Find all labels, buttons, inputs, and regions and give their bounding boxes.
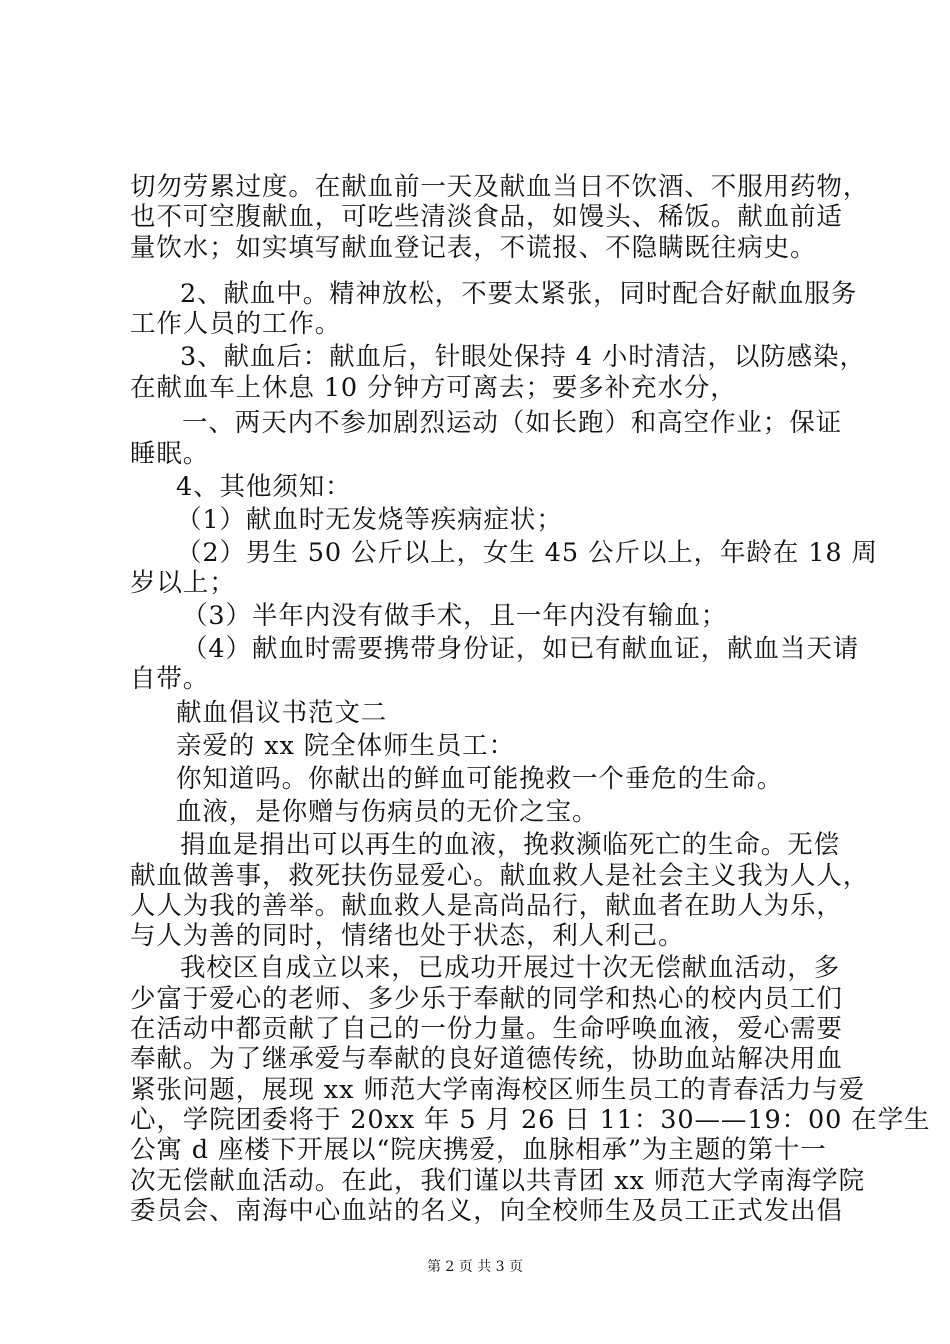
text-line: （4）献血时需要携带身份证，如已有献血证，献血当天请 xyxy=(182,634,860,665)
page-footer: 第 2 页 共 3 页 xyxy=(426,1259,524,1275)
text-line: （2）男生 50 公斤以上，女生 45 公斤以上，年龄在 18 周 xyxy=(176,537,878,568)
text-line: 岁以上； xyxy=(130,568,236,599)
text-line: 紧张问题，展现 xx 师范大学南海校区师生员工的青春活力与爱 xyxy=(130,1074,865,1105)
text-line: 次无偿献血活动。在此，我们谨以共青团 xx 师范大学南海学院 xyxy=(130,1165,865,1196)
section-heading: 献血倡议书范文二 xyxy=(176,698,388,729)
text-line: 人人为我的善举。献血救人是高尚品行，献血者在助人为乐， xyxy=(130,890,843,921)
text-line: 委员会、南海中心血站的名义，向全校师生及员工正式发出倡 xyxy=(130,1196,843,1226)
text-line: 3、献血后：献血后，针眼处保持 4 小时清洁，以防感染， xyxy=(180,342,866,373)
text-line: 献血做善事，救死扶伤显爱心。献血救人是社会主义我为人人， xyxy=(130,860,870,891)
text-line: （1）献血时无发烧等疾病症状； xyxy=(176,504,563,535)
text-line: 工作人员的工作。 xyxy=(130,309,342,340)
text-line: 血液，是你赠与伤病员的无价之宝。 xyxy=(176,797,599,828)
text-line: 也不可空腹献血，可吃些清淡食品，如馒头、稀饭。献血前适 xyxy=(130,202,843,233)
text-line: 捐血是捐出可以再生的血液，挽救濒临死亡的生命。无偿 xyxy=(180,830,841,861)
text-line: 我校区自成立以来，已成功开展过十次无偿献血活动，多 xyxy=(180,953,841,984)
text-line: 公寓 d 座楼下开展以“院庆携爱，血脉相承”为主题的第十一 xyxy=(130,1135,827,1166)
text-line: 少富于爱心的老师、多少乐于奉献的同学和热心的校内员工们 xyxy=(130,983,843,1014)
text-line: 在活动中都贡献了自己的一份力量。生命呼唤血液，爱心需要 xyxy=(130,1014,843,1045)
text-line: 你知道吗。你献出的鲜血可能挽救一个垂危的生命。 xyxy=(176,764,784,795)
text-line: 睡眠。 xyxy=(130,438,210,469)
text-line: 与人为善的同时，情绪也处于状态，利人利己。 xyxy=(130,921,685,952)
text-line: 在献血车上休息 10 分钟方可离去；要多补充水分， xyxy=(130,372,737,403)
text-line: 切勿劳累过度。在献血前一天及献血当日不饮酒、不服用药物， xyxy=(130,172,870,202)
text-line: 心，学院团委将于 20xx 年 5 月 26 日 11：30——19：00 在学生 xyxy=(130,1105,931,1136)
text-line: 量饮水；如实填写献血登记表，不谎报、不隐瞒既往病史。 xyxy=(130,232,817,263)
text-line: 2、献血中。精神放松，不要太紧张，同时配合好献血服务 xyxy=(180,279,858,310)
text-line: 一、两天内不参加剧烈运动（如长跑）和高空作业；保证 xyxy=(182,408,843,439)
text-line: （3）半年内没有做手术，且一年内没有输血； xyxy=(182,601,728,632)
text-line: 自带。 xyxy=(130,664,210,695)
text-line: 奉献。为了继承爱与奉献的良好道德传统，协助血站解决用血 xyxy=(130,1044,843,1075)
text-line: 4、其他须知： xyxy=(176,471,352,502)
text-line: 亲爱的 xx 院全体师生员工： xyxy=(176,731,515,762)
